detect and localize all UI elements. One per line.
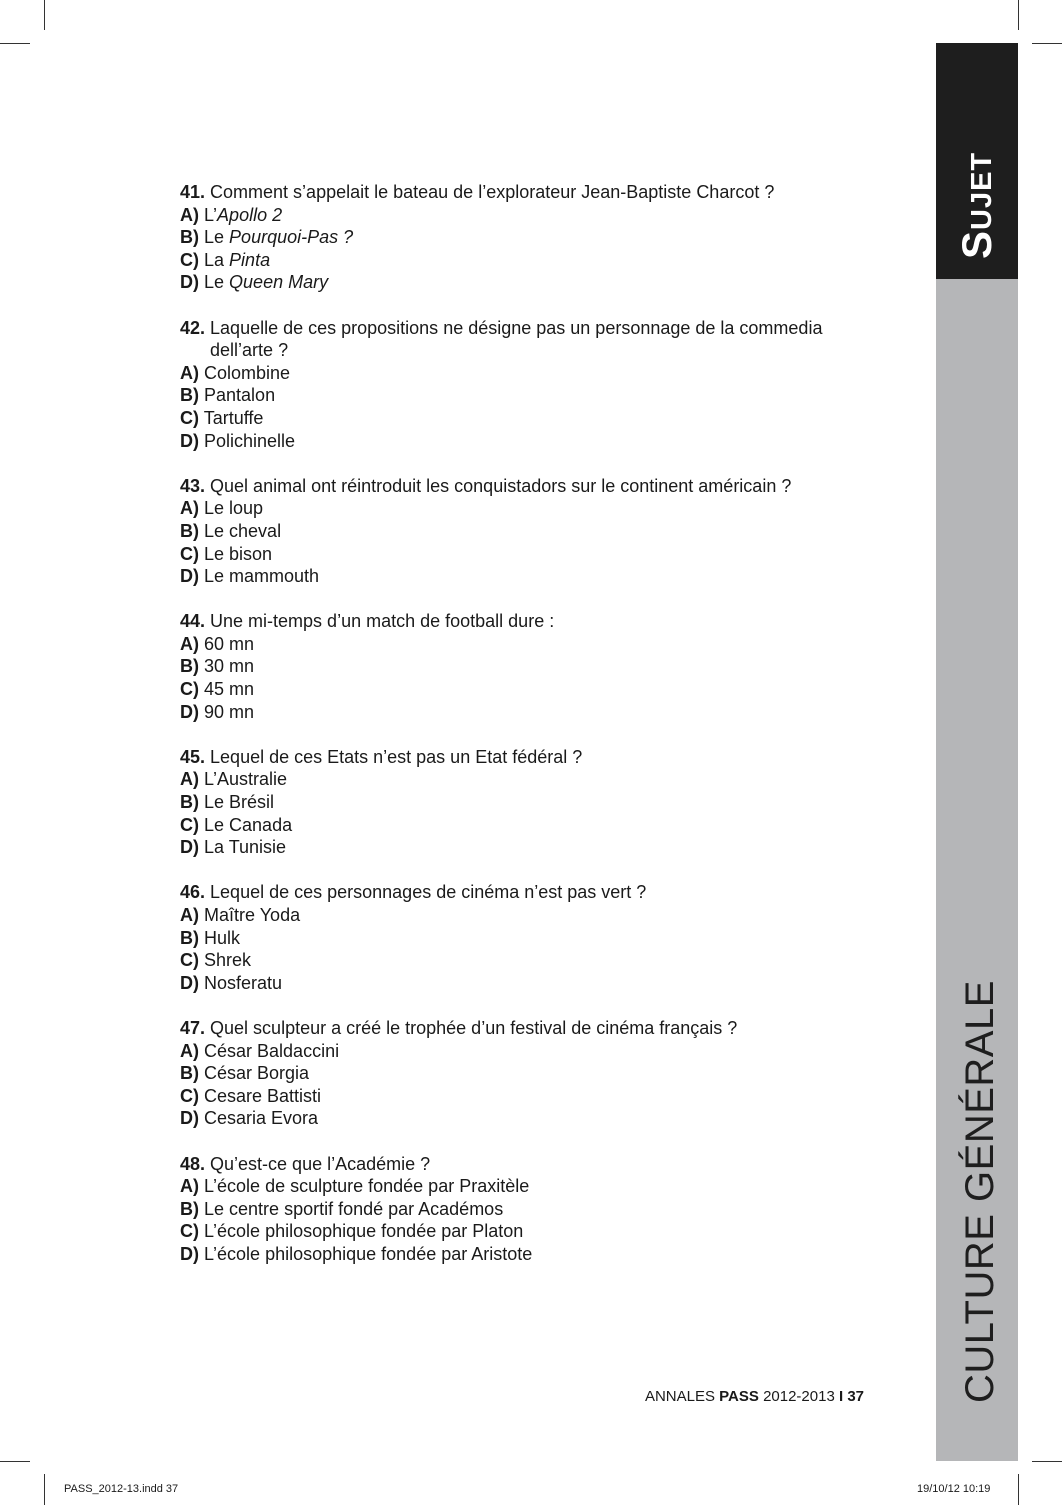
option-letter: D) — [180, 701, 199, 722]
option-text: Maître Yoda — [204, 905, 301, 925]
question-line — [180, 610, 870, 633]
slug-filename: PASS_2012-13.indd 37 — [64, 1483, 179, 1495]
answer-option — [180, 1243, 870, 1266]
option-letter: A) — [180, 362, 199, 383]
question-text: Qu’est-ce que l’Académie ? — [210, 1153, 431, 1174]
answer-option — [180, 520, 870, 543]
option-text: Colombine — [204, 362, 291, 383]
option-text: 45 mn — [204, 679, 255, 700]
crop-mark — [0, 1461, 30, 1462]
answer-option — [180, 814, 870, 837]
question-text: Une mi-temps d’un match de football dure : — [210, 611, 555, 632]
slug-timestamp: 19/10/12 10:19 — [917, 1483, 991, 1495]
option-title: Queen Mary — [229, 272, 329, 293]
answer-option — [180, 633, 870, 656]
question-line — [180, 475, 870, 498]
option-prefix: Le — [204, 227, 230, 248]
question-line — [180, 181, 870, 204]
question-line — [180, 317, 870, 362]
question-text: Laquelle de ces propositions ne désigne pas un personnage de la commedia dell’arte ? — [210, 317, 823, 361]
answer-option — [180, 678, 870, 701]
crop-mark — [1032, 1461, 1062, 1462]
answer-option — [180, 226, 870, 249]
answer-option — [180, 1220, 870, 1243]
option-text: César Borgia — [204, 1063, 310, 1084]
answer-option — [180, 949, 870, 972]
option-letter: B) — [180, 1198, 199, 1219]
option-letter: A) — [180, 633, 199, 654]
option-letter: B) — [180, 385, 199, 406]
option-letter: C) — [180, 1085, 199, 1106]
question-line — [180, 746, 870, 769]
option-letter: C) — [180, 1221, 199, 1242]
option-text: L’école philosophique fondée par Aristote — [204, 1243, 533, 1264]
footer-pass: PASS — [719, 1388, 759, 1405]
option-letter: C) — [180, 407, 199, 428]
option-letter: B) — [180, 1063, 199, 1084]
question-text: Lequel de ces personnages de cinéma n’est pas vert ? — [210, 882, 647, 903]
answer-option — [180, 701, 870, 724]
question-44 — [180, 610, 870, 723]
option-letter: C) — [180, 249, 199, 270]
answer-option — [180, 1175, 870, 1198]
crop-mark — [1018, 0, 1019, 30]
answer-option — [180, 1040, 870, 1063]
option-text: Le bison — [204, 543, 273, 564]
option-letter: A) — [180, 498, 199, 519]
answer-option — [180, 972, 870, 995]
option-letter: D) — [180, 272, 199, 293]
answer-option — [180, 768, 870, 791]
answer-option — [180, 1107, 870, 1130]
crop-mark — [1032, 43, 1062, 44]
option-text: 30 mn — [204, 656, 255, 677]
option-text: Hulk — [204, 927, 241, 948]
option-letter: A) — [180, 204, 199, 225]
question-number: 42. — [180, 317, 206, 338]
question-number: 44. — [180, 611, 206, 632]
answer-option — [180, 927, 870, 950]
option-letter: A) — [180, 905, 199, 925]
option-prefix: L’ — [204, 204, 218, 225]
question-42 — [180, 317, 870, 453]
question-line — [180, 1017, 870, 1040]
option-text: Pantalon — [204, 385, 276, 406]
option-letter: D) — [180, 566, 199, 587]
option-letter: D) — [180, 1243, 199, 1264]
question-48 — [180, 1153, 870, 1266]
option-title: Apollo 2 — [217, 204, 283, 225]
footer-years: 2012-2013 — [763, 1388, 835, 1405]
option-text: Le Canada — [204, 814, 293, 835]
option-letter: D) — [180, 430, 199, 451]
crop-mark — [0, 43, 30, 44]
option-letter: B) — [180, 656, 199, 677]
option-text: Le centre sportif fondé par Académos — [204, 1198, 504, 1219]
question-line — [180, 881, 870, 904]
answer-option — [180, 1085, 870, 1108]
option-letter: A) — [180, 1040, 199, 1061]
question-number: 45. — [180, 746, 206, 767]
side-tab-sujet-label: Sujet — [953, 151, 1000, 259]
option-letter: C) — [180, 814, 199, 835]
page-footer — [645, 1387, 864, 1407]
option-text: Le mammouth — [204, 566, 320, 587]
option-letter: B) — [180, 927, 199, 948]
question-number: 46. — [180, 882, 206, 903]
answer-option — [180, 430, 870, 453]
option-text: Polichinelle — [204, 430, 296, 451]
option-letter: C) — [180, 543, 199, 564]
option-letter: B) — [180, 792, 199, 813]
question-number: 48. — [180, 1153, 206, 1174]
option-text: L’Australie — [204, 769, 288, 790]
option-text: Le Brésil — [204, 792, 275, 813]
footer-annales: ANNALES — [644, 1388, 715, 1405]
question-number: 47. — [180, 1017, 206, 1038]
answer-option — [180, 362, 870, 385]
answer-option — [180, 791, 870, 814]
answer-option — [180, 407, 870, 430]
question-number: 43. — [180, 475, 206, 496]
option-text: 60 mn — [204, 633, 255, 654]
option-text: Nosferatu — [204, 972, 283, 993]
option-text: Cesare Battisti — [204, 1085, 322, 1106]
side-tab-top — [936, 43, 1018, 279]
option-letter: C) — [180, 950, 199, 971]
option-letter: D) — [180, 1108, 199, 1129]
option-text: César Baldaccini — [204, 1040, 340, 1061]
answer-option — [180, 271, 870, 294]
answer-option — [180, 836, 870, 859]
question-45 — [180, 746, 870, 859]
answer-option — [180, 904, 870, 927]
option-title: Pourquoi-Pas ? — [229, 227, 354, 248]
side-tab-bottom — [936, 279, 1018, 1461]
option-prefix: La — [204, 249, 230, 270]
option-prefix: Le — [204, 272, 230, 293]
option-letter: B) — [180, 227, 199, 248]
option-letter: C) — [180, 679, 199, 700]
option-letter: B) — [180, 520, 199, 541]
crop-mark — [44, 1474, 45, 1505]
question-text: Comment s’appelait le bateau de l’explorateur Jean-Baptiste Charcot ? — [210, 182, 775, 202]
option-letter: A) — [180, 1176, 199, 1197]
question-47 — [180, 1017, 870, 1130]
answer-option — [180, 204, 870, 227]
option-text: L’école philosophique fondée par Platon — [204, 1221, 524, 1242]
question-line — [180, 1153, 870, 1176]
option-letter: D) — [180, 972, 199, 993]
option-letter: D) — [180, 837, 199, 858]
question-43 — [180, 475, 870, 588]
crop-mark — [1018, 1474, 1019, 1505]
option-text: Le loup — [204, 498, 264, 519]
answer-option — [180, 1062, 870, 1085]
answer-option — [180, 655, 870, 678]
option-text: 90 mn — [204, 701, 255, 722]
option-text: Cesaria Evora — [204, 1108, 319, 1129]
answer-option — [180, 497, 870, 520]
option-text: Shrek — [204, 950, 252, 971]
option-text: L’école de sculpture fondée par Praxitèle — [204, 1176, 530, 1197]
answer-option — [180, 565, 870, 588]
option-title: Pinta — [229, 249, 271, 270]
answer-option — [180, 249, 870, 272]
question-text: Quel sculpteur a créé le trophée d’un festival de cinéma français ? — [210, 1017, 738, 1038]
answer-option — [180, 384, 870, 407]
crop-mark — [44, 0, 45, 30]
question-text: Quel animal ont réintroduit les conquistadors sur le continent américain ? — [210, 475, 792, 496]
question-text: Lequel de ces Etats n’est pas un Etat fédéral ? — [210, 746, 583, 767]
option-text: La Tunisie — [204, 837, 287, 858]
footer-separator: I — [838, 1388, 844, 1405]
question-41 — [180, 181, 870, 294]
answer-option — [180, 543, 870, 566]
page-number: 37 — [847, 1388, 864, 1405]
option-letter: A) — [180, 769, 199, 790]
option-text: Tartuffe — [203, 407, 264, 428]
question-number: 41. — [180, 182, 206, 202]
question-list — [180, 181, 870, 1288]
answer-option — [180, 1198, 870, 1221]
side-tab-section-label: CULTURE GÉNÉRALE — [958, 980, 1002, 1403]
question-46 — [180, 881, 870, 994]
option-text: Le cheval — [204, 520, 282, 541]
